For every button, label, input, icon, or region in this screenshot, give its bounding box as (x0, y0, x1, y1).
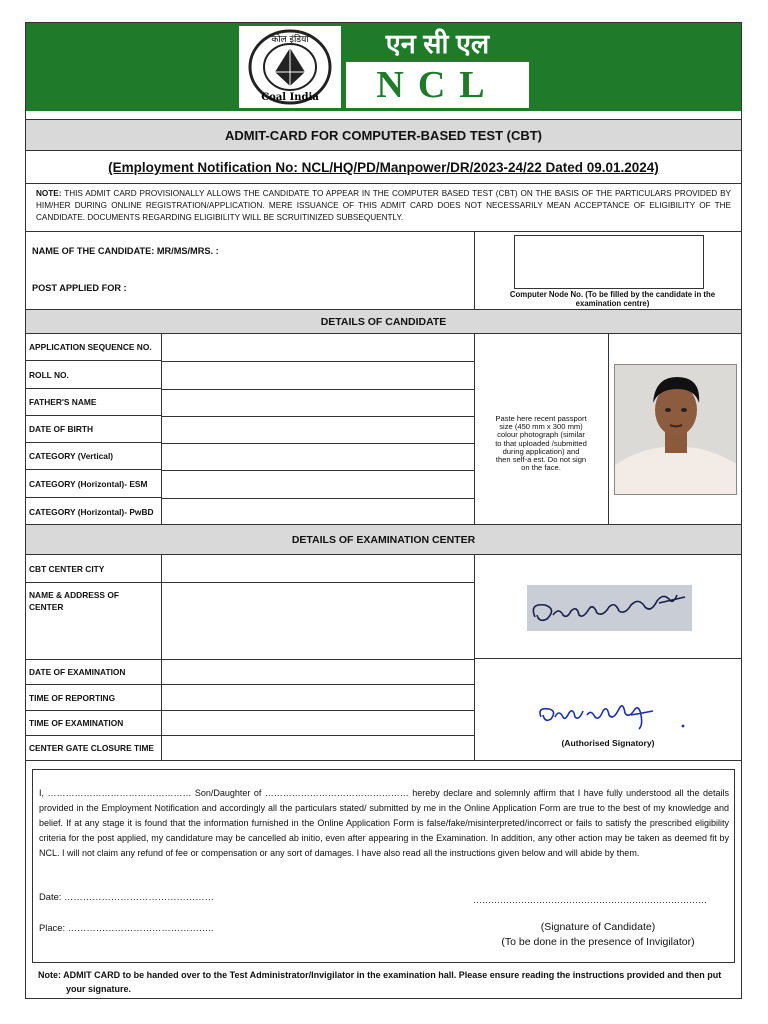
logo-top-text: कोल इंडिया (271, 35, 309, 45)
label-date-of-examination: DATE OF EXAMINATION (26, 660, 475, 685)
coal-india-logo-icon (239, 26, 341, 108)
signature-line: …………………………………………………………………… (473, 895, 707, 905)
computer-node-label: Computer Node No. (To be filled by the candidate in the examination centre) (509, 290, 716, 308)
header-banner (26, 23, 741, 111)
candidate-photo (614, 364, 737, 495)
notification-line: (Employment Notification No: NCL/HQ/PD/Manpower/DR/2023-24/22 Dated 09.01.2024) (26, 152, 741, 184)
label-application-sequence: APPLICATION SEQUENCE NO. (26, 334, 161, 361)
details-candidate-header: DETAILS OF CANDIDATE (26, 310, 741, 334)
photo-instruction: Paste here recent passport size (450 mm x 300 mm) colour photograph (similar to that uploaded /submitted during application) and then self-a est. Do not sign on the face. (495, 414, 587, 473)
note-paragraph: NOTE: THIS ADMIT CARD PROVISIONALLY ALLOWS THE CANDIDATE TO APPEAR IN THE COMPUTER BASED TEST (CBT) ON THE BASIS OF THE PARTICULARS PROVIDED BY HIM/HER DURING ONLINE REGISTRATION/APPLICATION. MERE ISSUANCE OF THIS ADMIT CARD DOES NOT NECESSARILY MEAN ACCEPTANCE OF ELIGIBILITY OF THE CANDIDATE. DOCUMENTS REGARDING ELIGIBILITY WILL BE SCRUITINIZED SUBSEQUENTLY. (26, 184, 741, 232)
page-title: ADMIT-CARD FOR COMPUTER-BASED TEST (CBT) (26, 119, 741, 151)
center-address-row (26, 583, 475, 660)
label-cbt-center-city: CBT CENTER CITY (26, 555, 475, 583)
candidate-signature-image (527, 585, 692, 631)
candidate-name-post-block (26, 232, 475, 310)
photo-cell (609, 334, 741, 525)
label-gate-closure: CENTER GATE CLOSURE TIME (29, 743, 155, 753)
post-applied-label: POST APPLIED FOR : (32, 283, 127, 293)
label-category-vertical: CATEGORY (Vertical) (26, 443, 161, 470)
date-line: Date: ………………………………………… (39, 891, 215, 902)
details-exam-header: DETAILS OF EXAMINATION CENTER (26, 525, 741, 555)
label-category-esm: CATEGORY (Horizontal)- ESM (26, 470, 161, 498)
candidate-details-table (26, 334, 475, 525)
brand-name: NCL (376, 64, 499, 106)
place-line: Place: ……………………………………….. (39, 922, 214, 933)
declaration-text: I, ………………………………………… Son/Daughter of ………………………………………… hereby declare and solemnly affirm that I have fully understood all the details provided in the Employment Notification and accordingly all the particulars stated/ submitted by me in the Online Application Form are true to the best of my knowledge and belief. If at any stage it is found that the information furnished in the Online Application Form is false/fake/misinterpreted/incorrect or fails to satisfy the prescribed eligibility criteria for the post applied, my candidature may be cancelled ab initio, even after appearing in the Examination. In addition, any other action may be taken as deemed fit by NCL. I will not claim any refund of fee or compensation or any sort of damages. I have also read all the instructions given below and will abide by them. (39, 788, 729, 858)
candidate-name-label: NAME OF THE CANDIDATE: MR/MS/MRS. : (32, 246, 219, 256)
declaration-box (32, 769, 735, 963)
authorised-signatory-label: (Authorised Signatory) (561, 738, 655, 748)
label-father-name: FATHER'S NAME (26, 389, 161, 416)
label-center-name-address: NAME & ADDRESS OF CENTER (29, 590, 119, 612)
logo-bottom-text: Coal India (261, 92, 319, 103)
label-category-pwbd: CATEGORY (Horizontal)- PwBD (29, 506, 154, 517)
authorised-signature-image (535, 695, 695, 735)
label-time-of-examination: TIME OF EXAMINATION (26, 711, 475, 736)
label-time-of-reporting: TIME OF REPORTING (26, 685, 475, 711)
computer-node-block (475, 232, 741, 310)
authorised-signatory-cell (475, 659, 741, 760)
label-roll-no: ROLL NO. (26, 361, 161, 389)
label-date-of-birth: DATE OF BIRTH (26, 416, 161, 443)
signature-candidate-label: (Signature of Candidate) (540, 921, 656, 933)
ncl-wordmark (346, 26, 529, 108)
admit-card (25, 22, 742, 999)
declaration-section (26, 760, 741, 1000)
hindi-name: एन सी एल (346, 26, 529, 62)
computer-node-box[interactable] (514, 235, 704, 289)
candidate-signature-cell (475, 555, 741, 659)
exam-center-table (26, 555, 475, 760)
signature-presence-label: (To be done in the presence of Invigilator) (501, 936, 695, 948)
photo-instruction-block (475, 334, 609, 525)
footer-note: Note: ADMIT CARD to be handed over to the Test Administrator/Invigilator in the examination hall. Please ensure reading the instructions provided and then put your signature. (38, 970, 722, 994)
